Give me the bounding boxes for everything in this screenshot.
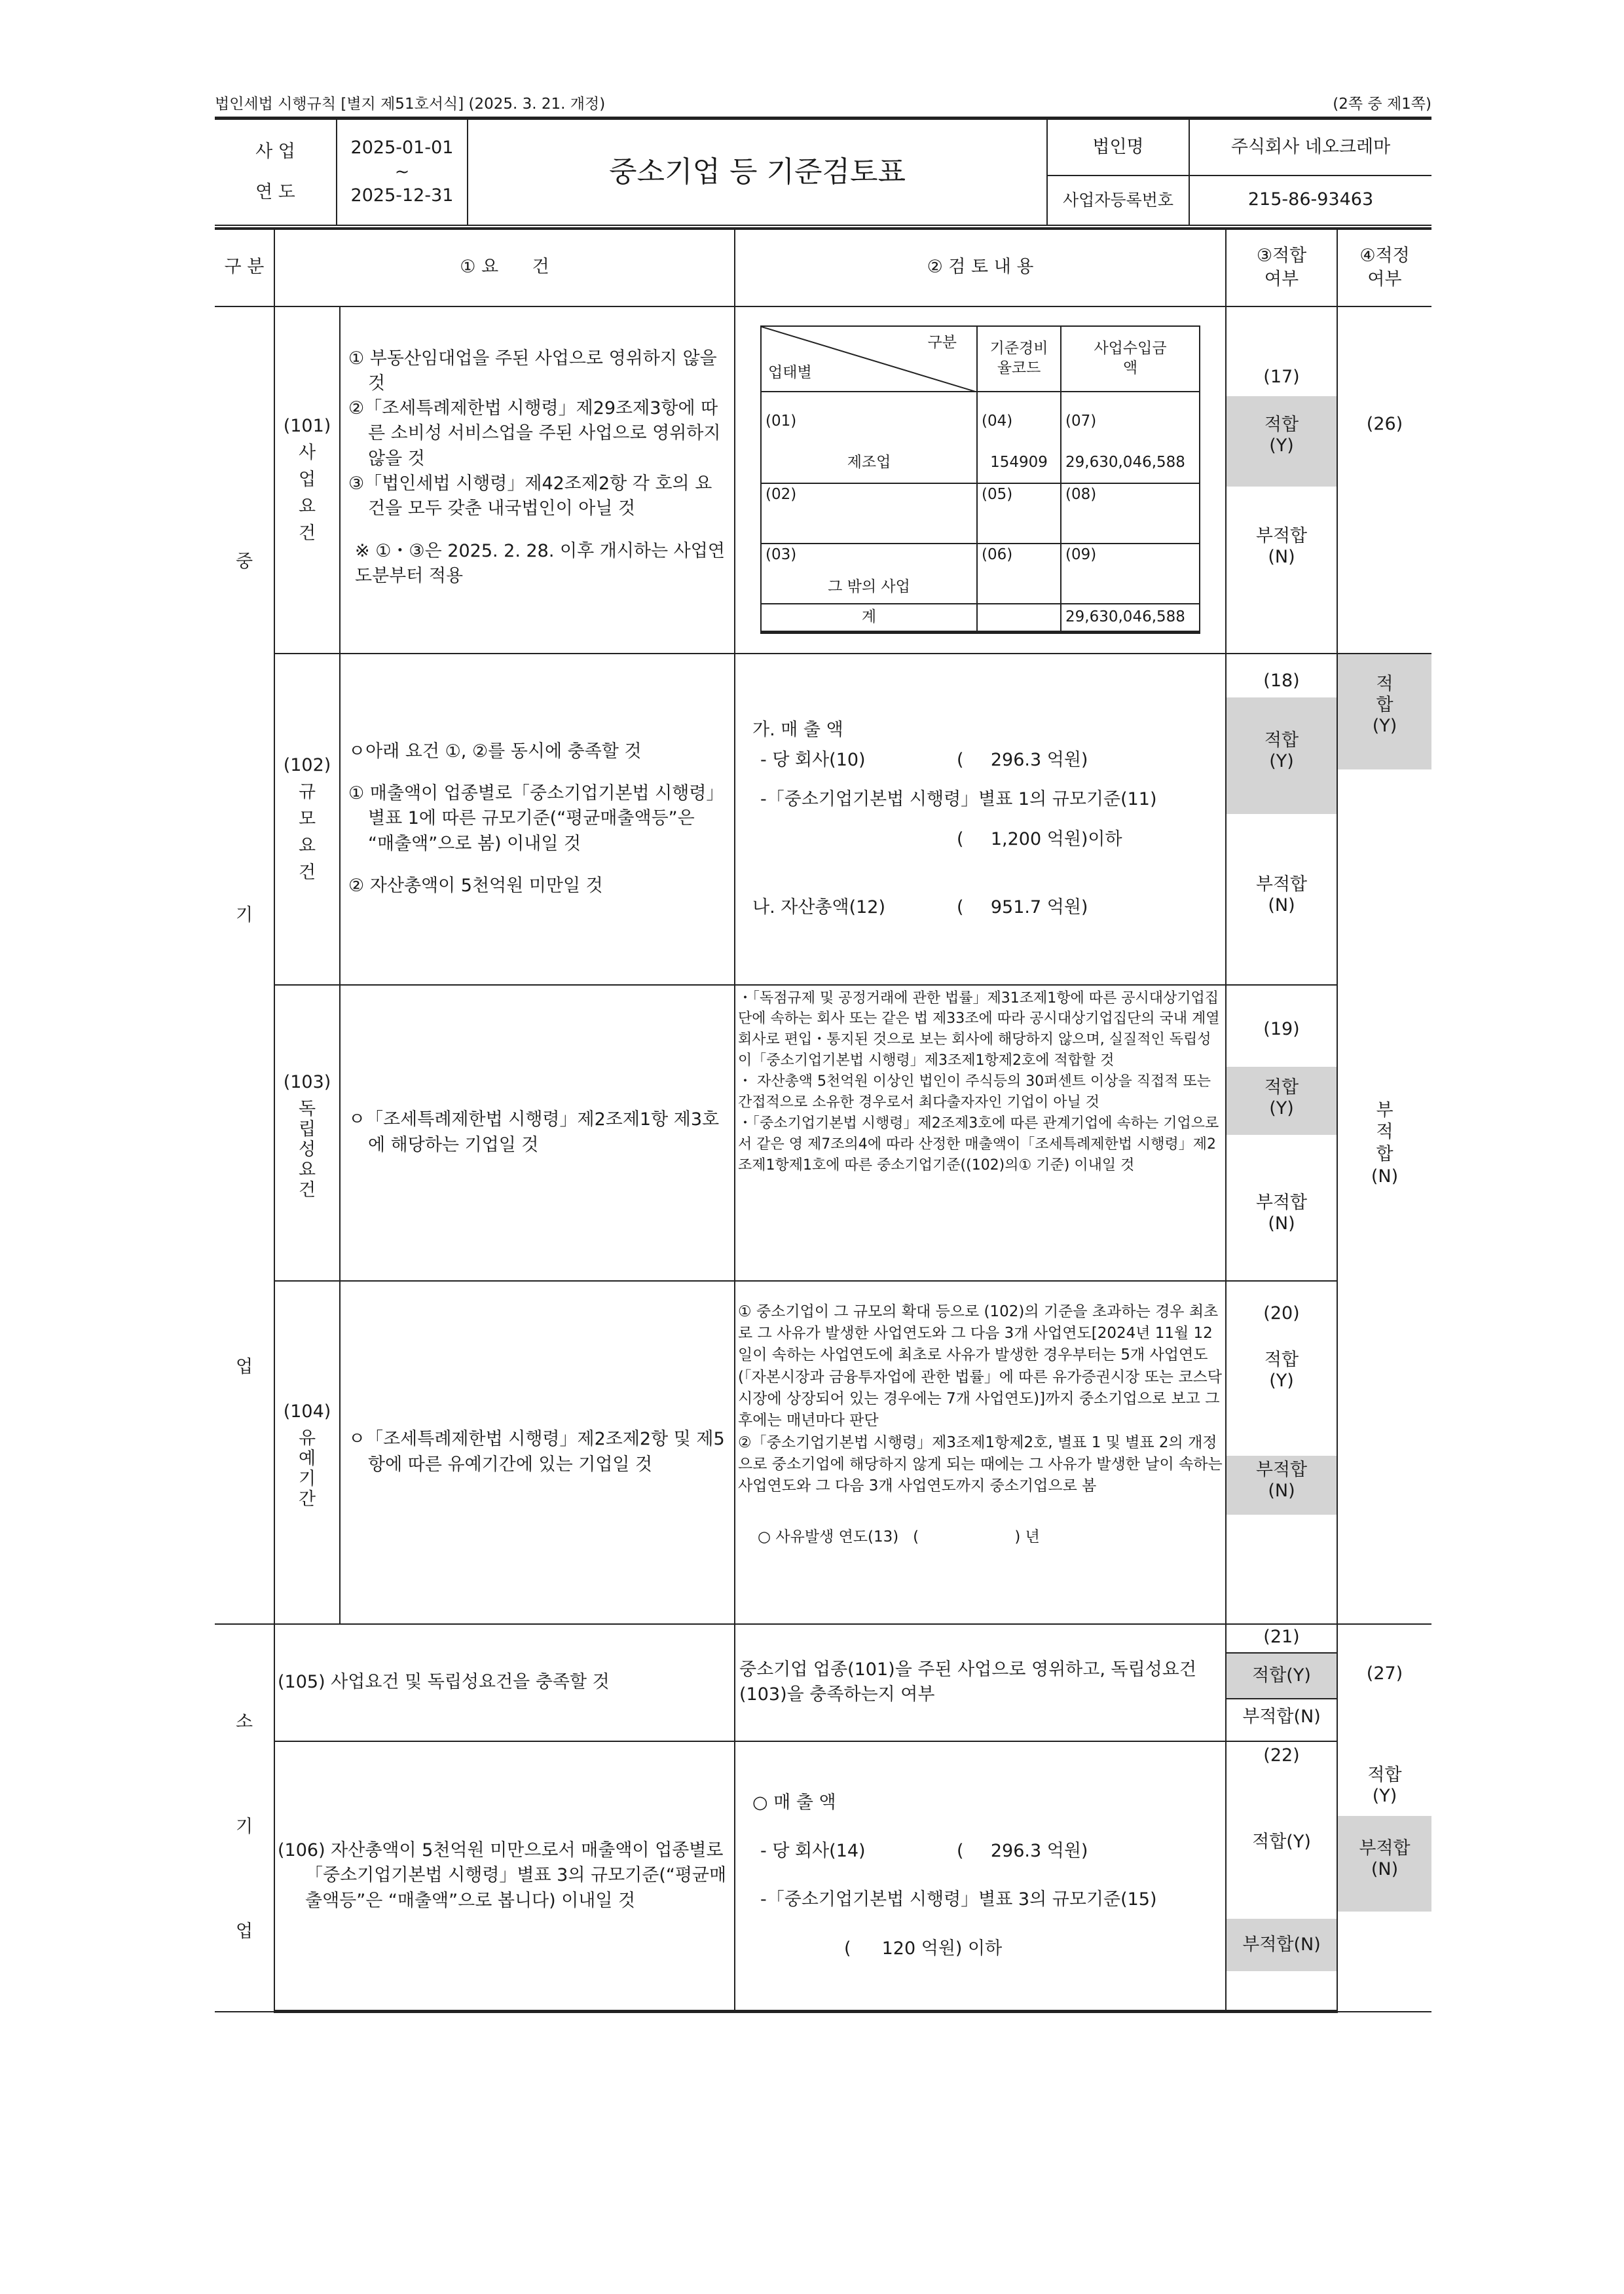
side-label-small-3: 업 (235, 1921, 253, 1942)
row105-final-no: (27) (1366, 1663, 1403, 1684)
row106-final-yes: 적합 (Y) (1367, 1764, 1402, 1806)
biz-row1-code-value: 154909 (990, 454, 1048, 472)
row102-req-0: ㅇ아래 요건 ①, ②를 동시에 충족할 것 (348, 741, 642, 762)
row105-fit-no: (21) (1263, 1626, 1300, 1647)
row102-fit-yes: 적합 (Y) (1227, 697, 1337, 814)
row105-fit-yes: 적합(Y) (1227, 1652, 1337, 1699)
row102-rev-company: - 당 회사(10) ( 296.3 억원) (752, 748, 1217, 773)
biz-row3-type (761, 544, 977, 604)
row104-review (735, 1281, 1226, 1624)
fiscal-year-label (215, 119, 337, 227)
row101-req-3: ③「법인세법 시행령」제42조제2항 각 호의 요건을 모두 갖춘 내국법인이 아닐 것 (348, 473, 712, 519)
row103-rev-3: ・「중소기업기본법 시행령」제2조제3호에 따른 관계기업에 속하는 기업으로서 같은 영 제7조의4에 따라 산정한 매출액이「조세특례제한법 시행령」제2조제1항제1호에 따른 중소기업기준((102)의① 기준) 이내일 것 (738, 1115, 1219, 1174)
row104-requirement: ㅇ「조세특례제한법 시행령」제2조제2항 및 제5항에 따른 유예기간에 있는 기업일 것 (340, 1281, 735, 1624)
row104-fit-no-option: 부적합 (N) (1227, 1456, 1337, 1515)
row102-label-char: 건 (298, 862, 316, 883)
row102-fit (1226, 654, 1337, 985)
row103-fit-yes: 적합 (Y) (1227, 1067, 1337, 1135)
period-start: 2025-01-01 (350, 138, 454, 158)
row101-label-char: 건 (298, 523, 316, 544)
biz-row3-amount: (09) (1061, 544, 1200, 604)
row106-requirement: (106) 자산총액이 5천억원 미만으로서 매출액이 업종별로「중소기업기본법 시행령」별표 3의 규모기준(“평균매출액등”은 “매출액”으로 봅니다) 이내일 것 (274, 1741, 735, 2012)
row104-label-char: 유 (298, 1428, 316, 1449)
row103-fit (1226, 985, 1337, 1281)
fiscal-label-line2: 연 도 (255, 181, 295, 202)
row101-code: (101) (283, 416, 331, 436)
row101-req-1: ① 부동산임대업을 주된 사업으로 영위하지 않을 것 (348, 348, 717, 394)
row102-label-char: 규 (298, 782, 316, 802)
row105-fit (1226, 1624, 1337, 1741)
col-final-line1: ④적정 (1359, 246, 1410, 267)
row104-label-char: 예 (298, 1449, 316, 1469)
row103-label-char: 건 (298, 1179, 316, 1200)
row102-fit-no: (18) (1263, 670, 1300, 691)
biz-row1-name: 제조업 (847, 454, 891, 472)
biz-row1-no: (01) (766, 412, 797, 430)
col-category: 구 분 (215, 229, 274, 306)
row101-requirements (340, 306, 735, 654)
row106-unit: 억원) (1046, 1841, 1088, 1862)
row102-rev-sales-title: 가. 매 출 액 (752, 719, 843, 740)
row104-fit-no: (20) (1263, 1303, 1300, 1323)
biz-row2-amount: (08) (1061, 483, 1200, 544)
row102-label-char: 모 (298, 809, 316, 829)
row101-fit-no-option: 부적합 (N) (1255, 525, 1308, 567)
biz-row3-name: 그 밖의 사업 (828, 578, 910, 596)
row101-fit (1226, 306, 1337, 654)
row102-company-sales: 296.3 (990, 750, 1042, 770)
side-label-sme-2: 기 (235, 904, 253, 925)
row102-label-char: 요 (298, 836, 316, 856)
row102-assets-label: 나. 자산총액(12) (752, 897, 886, 917)
row102-label (274, 654, 340, 985)
row103-label-char: 독 (298, 1098, 316, 1119)
row104-rev-2: ②「중소기업기본법 시행령」제3조제1항제2호, 별표 1 및 별표 2의 개정으로 중소기업에 해당하지 않게 되는 때에는 그 사유가 발생한 날이 속하는 사업연도와 그 다음 3개 사업연도까지 중소기업으로 봄 (738, 1434, 1223, 1495)
row106-company-label: - 당 회사(14) (760, 1841, 866, 1862)
row101-fit-no: (17) (1263, 366, 1300, 387)
biz-total-amount: 29,630,046,588 (1061, 604, 1200, 633)
page-info: (2쪽 중 제1쪽) (1333, 96, 1431, 113)
row102-rev-standard: ( 1,200 억원)이하 (752, 827, 1217, 852)
row101-final (1337, 306, 1431, 654)
biz-row1-amt-value: 29,630,046,588 (1065, 454, 1185, 472)
corp-name-label: 법인명 (1047, 119, 1189, 176)
row102-req-2: ② 자산총액이 5천억원 미만일 것 (348, 875, 603, 896)
main-table (215, 229, 1431, 2014)
col-final-line2: 여부 (1367, 268, 1402, 289)
row103-rev-2: ・ 자산총액 5천억원 이상인 법인이 주식등의 30퍼센트 이상을 직접적 또는 간접적으로 소유한 경우로서 최다출자자인 기업이 아닐 것 (738, 1073, 1211, 1111)
side-label-sme-3: 업 (235, 1356, 253, 1377)
diag-header-bottom: 업태별 (768, 363, 812, 381)
col-fit (1226, 229, 1337, 306)
row101-label (274, 306, 340, 654)
side-label-small-2: 기 (235, 1816, 253, 1837)
side-label-small (215, 1624, 274, 2012)
row102-rev-assets: 나. 자산총액(12) ( 951.7 억원) (752, 895, 1217, 920)
row103-rev-1: ・「독점규제 및 공정거래에 관한 법률」제31조제1항에 따른 공시대상기업집단에 속하는 회사 또는 같은 법 제33조에 따라 공시대상기업집단의 국내 계열회사로 편입・통지된 것으로 보는 회사에 해당하지 않으며, 실질적인 독립성이「중소기업기본법 시행령」제3조제1항제2호에 적합할 것 (738, 990, 1220, 1069)
header-revenue: 사업수입금액 (1061, 326, 1200, 392)
row106-fit-no: (22) (1263, 1745, 1300, 1766)
row103-label-char: 성 (298, 1139, 316, 1160)
diag-header-top: 구분 (927, 333, 957, 351)
col-fit-line2: 여부 (1264, 268, 1299, 289)
row104-code: (104) (283, 1401, 331, 1422)
row103-requirement: ㅇ「조세특례제한법 시행령」제2조제1항 제3호에 해당하는 기업일 것 (340, 985, 735, 1281)
row104-label (274, 1281, 340, 1624)
row101-label-char: 요 (298, 496, 316, 517)
row102-unit-under: 억원)이하 (1046, 828, 1122, 849)
biz-row1-code-no: (04) (982, 412, 1013, 430)
row102-assets-value: 951.7 (990, 897, 1042, 917)
diag-header-cell (761, 326, 977, 392)
col-final (1337, 229, 1431, 306)
row106-rev-standard: ( 120 억원) 이하 (752, 1936, 1217, 1961)
row101-label-char: 업 (298, 470, 316, 490)
biz-total-label: 계 (761, 604, 977, 633)
row106-rev-company: - 당 회사(14) ( 296.3 억원) (752, 1839, 1217, 1864)
row102-req-1: ① 매출액이 업종별로「중소기업기본법 시행령」별표 1에 따른 규모기준(“평균매출액등”은 “매출액”으로 봄) 이내일 것 (348, 783, 724, 854)
row106-rev-sales-title: ○ 매 출 액 (752, 1792, 836, 1813)
row104-label-char: 간 (298, 1489, 316, 1509)
period-separator: ~ (394, 161, 410, 182)
biz-row3-no: (03) (766, 546, 797, 563)
row106-rev-standard-label: -「중소기업기본법 시행령」별표 3의 규모기준(15) (760, 1889, 1157, 1910)
business-type-table (760, 325, 1200, 635)
form-topline (215, 85, 1431, 117)
row103-fit-no: (19) (1263, 1018, 1300, 1039)
row105-fit-no-option: 부적합(N) (1242, 1706, 1321, 1727)
row102-unit: 억원) (1046, 897, 1088, 917)
biz-total-code (977, 604, 1061, 633)
fiscal-period (337, 119, 468, 227)
row106-standard-value: 120 (881, 1938, 916, 1959)
biz-row2-type: (02) (761, 483, 977, 544)
row103-fit-no-option: 부적합 (N) (1255, 1192, 1308, 1234)
row106-fit-no-option: 부적합(N) (1227, 1919, 1337, 1971)
row101-review (735, 306, 1226, 654)
row103-label (274, 985, 340, 1281)
row106-fit-yes: 적합(Y) (1252, 1831, 1311, 1852)
side-label-sme (215, 306, 274, 1624)
row102-standard-value: 1,200 (990, 828, 1042, 849)
side-label-sme-1: 중 (235, 551, 253, 572)
row106-company-sales: 296.3 (990, 1841, 1042, 1862)
period-end: 2025-12-31 (350, 185, 454, 206)
row102-code: (102) (283, 755, 331, 775)
row103-label-char: 요 (298, 1159, 316, 1180)
row103-final-no: 부 적 합 (N) (1371, 1100, 1399, 1187)
form-title: 중소기업 등 기준검토표 (468, 119, 1047, 227)
row102-rev-standard-label: -「중소기업기본법 시행령」별표 1의 규모기준(11) (760, 789, 1157, 810)
biz-row1-amount (1061, 392, 1200, 483)
biz-no: 215-86-93463 (1189, 176, 1431, 227)
row101-note: ※ ①・③은 2025. 2. 28. 이후 개시하는 사업연도분부터 적용 (355, 540, 725, 587)
side-label-small-1: 소 (235, 1711, 253, 1732)
row104-rev-3: ○ 사유발생 연도(13) ( ) 년 (758, 1528, 1040, 1545)
row105-review: 중소기업 업종(101)을 주된 사업으로 영위하고, 독립성요건(103)을 충족하는지 여부 (735, 1624, 1226, 1741)
row106-review (735, 1741, 1226, 2012)
biz-row3-code: (06) (977, 544, 1061, 604)
row106-unit-under: 억원) 이하 (921, 1938, 1003, 1959)
row106-fit (1226, 1741, 1337, 2012)
biz-row1-amt-no: (07) (1065, 412, 1097, 430)
row102-requirements (340, 654, 735, 985)
form-page (215, 85, 1431, 2013)
row102-review (735, 654, 1226, 985)
row105-requirement: (105) 사업요건 및 독립성요건을 충족할 것 (274, 1624, 735, 1741)
row101-fit-yes: 적합 (Y) (1227, 396, 1337, 487)
row102-final-yes: 적 합 (Y) (1338, 654, 1431, 769)
header-std-code: 기준경비율코드 (977, 326, 1061, 392)
biz-row1-type (761, 392, 977, 483)
row101-req-2: ②「조세특례제한법 시행령」제29조제3항에 따른 소비성 서비스업을 주된 사업으로 영위하지 않을 것 (348, 398, 721, 469)
header-table (215, 117, 1431, 229)
col-requirement: ① 요 건 (274, 229, 735, 306)
biz-row2-code: (05) (977, 483, 1061, 544)
row104-label-char: 기 (298, 1469, 316, 1489)
sme-final-column (1337, 654, 1431, 1624)
biz-row1-code (977, 392, 1061, 483)
col-fit-line1: ③적합 (1256, 246, 1307, 267)
row103-code: (103) (283, 1071, 331, 1092)
row101-label-char: 사 (298, 443, 316, 463)
row102-company-label: - 당 회사(10) (760, 750, 866, 770)
row104-fit (1226, 1281, 1337, 1624)
biz-no-label: 사업자등록번호 (1047, 176, 1189, 227)
row101-final-no: (26) (1366, 413, 1403, 434)
col-review: ② 검 토 내 용 (735, 229, 1226, 306)
row103-review (735, 985, 1226, 1281)
row102-unit: 억원) (1046, 750, 1088, 770)
row103-label-char: 립 (298, 1119, 316, 1139)
row104-rev-1: ① 중소기업이 그 규모의 확대 등으로 (102)의 기준을 초과하는 경우 최초로 그 사유가 발생한 사업연도와 그 다음 3개 사업연도[2024년 11월 12일이 속하는 사업연도에 최초로 사유가 발생한 경우부터는 5개 사업연도(「자본시장과 금융투자업에 관한 법률」에 따른 유가증권시장 또는 코스닥시장에 상장되어 있는 경우에는 7개 사업연도)]까지 중소기업으로 보고 그 후에는 매년마다 판단 (738, 1303, 1222, 1430)
fiscal-label-line1: 사 업 (255, 141, 295, 162)
small-final-column (1337, 1624, 1431, 2012)
row102-fit-no-option: 부적합 (N) (1255, 874, 1308, 916)
row106-final-no: 부적합 (N) (1338, 1816, 1431, 1912)
row104-fit-yes: 적합 (Y) (1264, 1349, 1299, 1391)
corp-name: 주식회사 네오크레마 (1189, 119, 1431, 176)
form-reference: 법인세법 시행규칙 [별지 제51호서식] (2025. 3. 21. 개정) (215, 96, 606, 113)
